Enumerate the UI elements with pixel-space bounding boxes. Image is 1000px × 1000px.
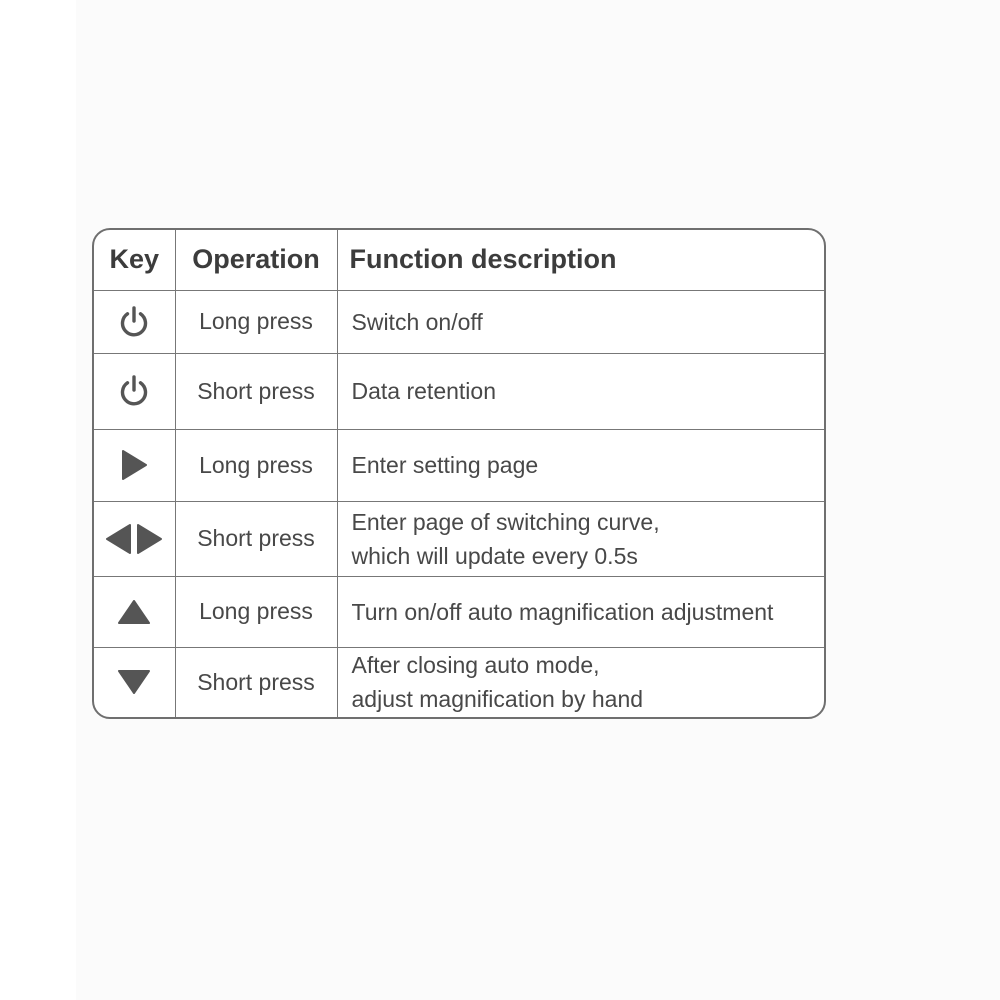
key-cell (94, 501, 175, 576)
description-line: Switch on/off (351, 308, 483, 335)
operation-cell: Short press (175, 647, 337, 717)
operation-cell: Long press (175, 429, 337, 501)
key-cell (94, 353, 175, 429)
operation-cell: Short press (175, 501, 337, 576)
header-function-description: Function description (337, 230, 824, 290)
key-cell (94, 647, 175, 717)
key-cell (94, 429, 175, 501)
operation-cell: Short press (175, 353, 337, 429)
description-line: Turn on/off auto magnification adjustment (351, 598, 774, 625)
key-function-table (92, 228, 826, 719)
description-cell (337, 290, 824, 353)
key-cell (94, 290, 175, 353)
table-row (94, 501, 824, 576)
operation-cell: Long press (175, 576, 337, 647)
triangle-down-icon (116, 668, 152, 696)
triangle-up-icon (116, 598, 152, 626)
power-icon (117, 374, 151, 408)
key-cell (94, 576, 175, 647)
power-icon (117, 305, 151, 339)
description-line: which will update every 0.5s (351, 542, 638, 569)
description-line: Data retention (351, 378, 496, 404)
description-cell (337, 647, 824, 717)
operation-cell: Long press (175, 290, 337, 353)
description-line: Enter page of switching curve, (351, 508, 660, 535)
description-cell (337, 429, 824, 501)
table-row (94, 647, 824, 717)
description-cell (337, 576, 824, 647)
key-table (94, 230, 824, 717)
table-row (94, 290, 824, 353)
table-row (94, 576, 824, 647)
description-line: Enter setting page (351, 452, 539, 478)
table-row (94, 353, 824, 429)
description-cell (337, 353, 824, 429)
triangle-right-icon (119, 448, 149, 482)
triangle-left-right-icon (103, 522, 165, 556)
table-header-row (94, 230, 824, 290)
description-line: After closing auto mode, (351, 652, 600, 679)
header-key: Key (94, 230, 175, 290)
description-line: adjust magnification by hand (351, 686, 644, 713)
description-cell (337, 501, 824, 576)
table-row (94, 429, 824, 501)
header-operation: Operation (175, 230, 337, 290)
